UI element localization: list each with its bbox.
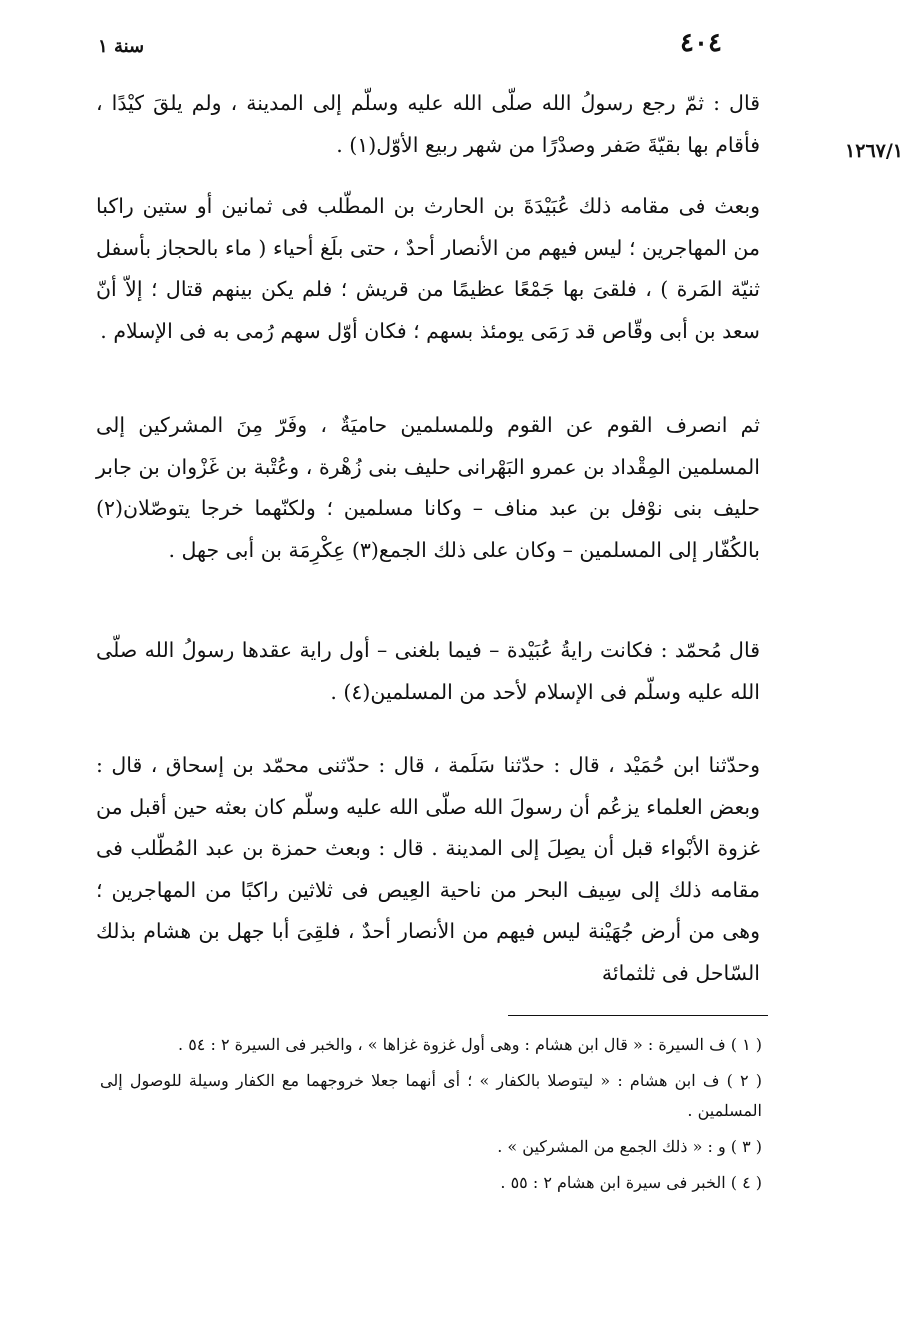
footnote: ( ٢ ) ف ابن هشام : « ليتوصلا بالكفار » ؛ أى أنهما جعلا خروجهما مع الكفار وسيلة للوصول إلى المسلمين . [100, 1071, 763, 1120]
paragraph: قال : ثمّ رجع رسولُ الله صلّى الله عليه وسلّم إلى المدينة ، ولم يلقَ كيْدًا ، فأقام بها بقيّةَ صَفر وصدْرًا من شهر ربيع الأوّل(١) . [96, 91, 760, 157]
margin-date: ١٢٦٧/١ [845, 140, 903, 162]
year-label: سنة ١ [98, 36, 145, 57]
paragraph: وبعث فى مقامه ذلك عُبَيْدَةَ بن الحارث بن المطّلب فى ثمانين أو ستين راكبا من المهاجرين ؛ ليس فيهم من الأنصار أحدٌ ، حتى بلَغ أحياء ( ماء بالحجاز بأسفل ثنيّة المَرة ) ، فلقىَ بها جَمْعًا عظيمًا من قريش ؛ فلم يكن بينهم قتال ؛ إلاّ أنّ سعد بن أبى وقّاص قد رَمَى يومئذ بسهم ؛ فكان أوّل سهم رُمى به فى الإسلام . [96, 194, 760, 343]
footnote-separator [508, 1015, 768, 1016]
paragraph: ثم انصرف القوم عن القوم وللمسلمين حاميَةٌ ، وفَرّ مِنَ المشركين إلى المسلمين المِقْداد بن عمرو البَهْرانى حليف بنى زُهْرة ، وعُتْبة بن غَزْوان بن جابر حليف بنى نوْفل بن عبد مناف – وكانا مسلمين ؛ ولكنّهما خرجا يتوصّلان(٢) بالكُفّار إلى المسلمين – وكان على ذلك الجمع(٣) عِكْرِمَة بن أبى جهل . [96, 413, 760, 562]
paragraph: قال مُحمّد : فكانت رايةُ عُبَيْدة – فيما بلغنى – أول راية عقدها رسولُ الله صلّى الله عليه وسلّم فى الإسلام لأحد من المسلمين(٤) . [96, 638, 760, 704]
paragraph: وحدّثنا ابن حُمَيْد ، قال : حدّثنا سَلَمة ، قال : حدّثنى محمّد بن إسحاق ، قال : وبعض العلماء يزعُم أن رسولَ الله صلّى الله عليه وسلّم كان بعثه حين أقبل من غزوة الأبْواء قبل أن يصِلَ إلى المدينة . قال : وبعث حمزة بن عبد المُطّلب فى مقامه ذلك إلى سِيف البحر من ناحية العِيص فى ثلاثين راكبًا من المهاجرين ؛ وهى من أرض جُهَيْنة ليس فيهم من الأنصار أحدٌ ، فلقِىَ أبا جهل بن هشام بذلك السّاحل فى ثلثمائة [96, 753, 760, 985]
page-number: ٤٠٤ [680, 28, 722, 58]
footnote: ( ٣ ) و : « ذلك الجمع من المشركين » . [497, 1137, 762, 1156]
footnote: ( ٤ ) الخبر فى سيرة ابن هشام ٢ : ٥٥ . [500, 1173, 762, 1192]
footnote: ( ١ ) ف السيرة : « قال ابن هشام : وهى أول غزوة غزاها » ، والخبر فى السيرة ٢ : ٥٤ . [178, 1035, 762, 1054]
footnotes [100, 1030, 762, 1204]
